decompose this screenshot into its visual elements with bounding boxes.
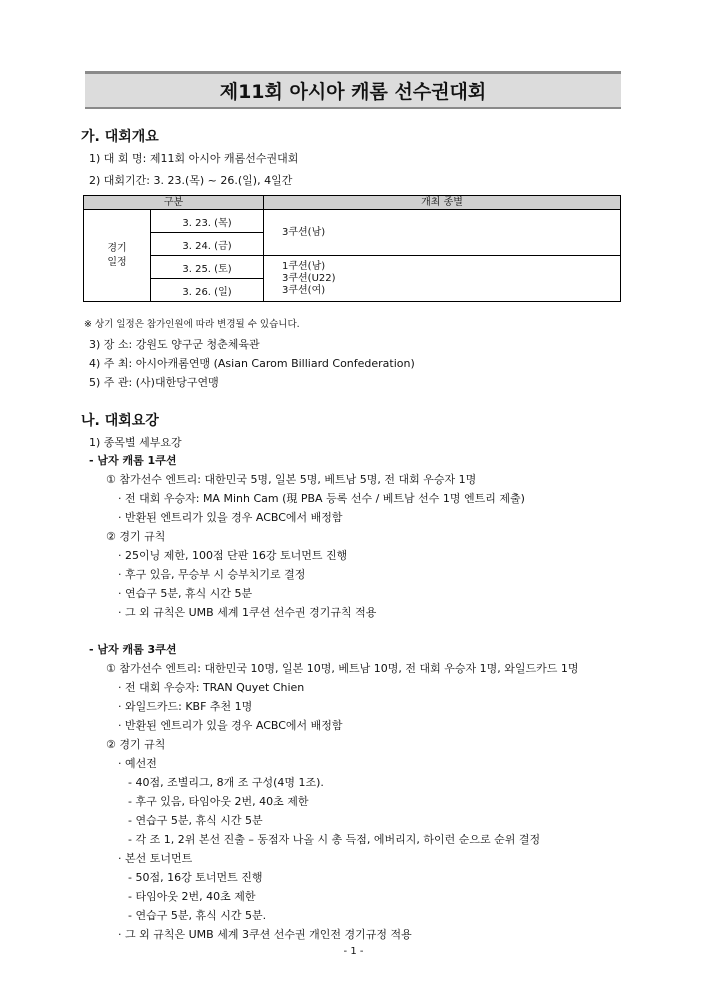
men1-title: - 남자 캐롬 1쿠션 [89,454,177,467]
schedule-event: 1쿠션(남) [282,260,326,272]
men1-entry-item: · 전 대회 우승자: MA Minh Cam (現 PBA 등록 선수 / 베트남 선수 1명 엔트리 제출) [118,492,525,505]
section-a-heading: 가. 대회개요 [81,129,159,145]
organizer: 5) 주 관: (사)대한당구연맹 [89,376,219,389]
men1-entry: ① 참가선수 엔트리: 대한민국 5명, 일본 5명, 베트남 5명, 전 대회 우승자 1명 [106,473,477,486]
section-b-heading: 나. 대회요강 [81,413,159,429]
schedule-events-second [264,256,621,302]
schedule-header-division: 구분 [84,196,264,210]
schedule-group-label: 경기 일정 [84,210,151,302]
section-b-intro: 1) 종목별 세부요강 [89,436,182,449]
men3-prelim-item: - 연습구 5분, 휴식 시간 5분 [128,814,263,827]
schedule-table [83,195,621,302]
men3-rules: ② 경기 규칙 [106,738,166,751]
men1-rule-item: · 연습구 5분, 휴식 시간 5분 [118,587,253,600]
men3-entry-item: · 반환된 엔트리가 있을 경우 ACBC에서 배정함 [118,719,343,732]
men3-main-item: - 연습구 5분, 휴식 시간 5분. [128,909,267,922]
men3-main-item: - 50점, 16강 토너먼트 진행 [128,871,263,884]
schedule-header-events: 개최 종별 [264,196,621,210]
men1-rule-item: · 25이닝 제한, 100점 단판 16강 토너먼트 진행 [118,549,348,562]
men1-rule-item: · 후구 있음, 무승부 시 승부치기로 결정 [118,568,306,581]
schedule-event: 3쿠션(여) [282,284,326,296]
schedule-events-first: 3쿠션(남) [264,210,621,256]
venue: 3) 장 소: 강원도 양구군 청춘체육관 [89,338,260,351]
men1-entry-item: · 반환된 엔트리가 있을 경우 ACBC에서 배정함 [118,511,343,524]
men3-last-rule: · 그 외 규칙은 UMB 세계 3쿠션 선수권 개인전 경기규정 적용 [118,928,412,941]
page-number: - 1 - [343,946,364,957]
schedule-date: 3. 23. (목) [151,210,264,233]
schedule-event: 3쿠션(U22) [282,272,336,284]
men3-prelim-item: - 각 조 1, 2위 본선 진출 – 동점자 나올 시 총 득점, 에버리지, 하이런 순으로 순위 결정 [128,833,541,846]
host: 4) 주 최: 아시아캐롬연맹 (Asian Carom Billiard Confederation) [89,357,415,370]
men1-rule-item: · 그 외 규칙은 UMB 세계 1쿠션 선수권 경기규칙 적용 [118,606,377,619]
schedule-date: 3. 24. (금) [151,233,264,256]
men3-main-item: - 타임아웃 2번, 40초 제한 [128,890,256,903]
men3-entry-item: · 전 대회 우승자: TRAN Quyet Chien [118,681,305,694]
men3-entry: ① 참가선수 엔트리: 대한민국 10명, 일본 10명, 베트남 10명, 전 대회 우승자 1명, 와일드카드 1명 [106,662,579,675]
men3-prelim: · 예선전 [118,757,157,770]
men3-title: - 남자 캐롬 3쿠션 [89,643,177,656]
event-name: 1) 대 회 명: 제11회 아시아 캐롬선수권대회 [89,152,299,165]
men3-entry-item: · 와일드카드: KBF 추천 1명 [118,700,253,713]
document-title: 제11회 아시아 캐롬 선수권대회 [219,81,487,103]
men3-prelim-item: - 후구 있음, 타임아웃 2번, 40초 제한 [128,795,309,808]
men3-prelim-item: - 40점, 조별리그, 8개 조 구성(4명 1조). [128,776,324,789]
schedule-note: ※ 상기 일정은 참가인원에 따라 변경될 수 있습니다. [84,319,300,330]
men3-main: · 본선 토너먼트 [118,852,193,865]
document-title-box [85,71,621,109]
event-period: 2) 대회기간: 3. 23.(목) ~ 26.(일), 4일간 [89,174,293,187]
schedule-date: 3. 25. (토) [151,256,264,279]
men1-rules: ② 경기 규칙 [106,530,166,543]
schedule-date: 3. 26. (일) [151,279,264,302]
